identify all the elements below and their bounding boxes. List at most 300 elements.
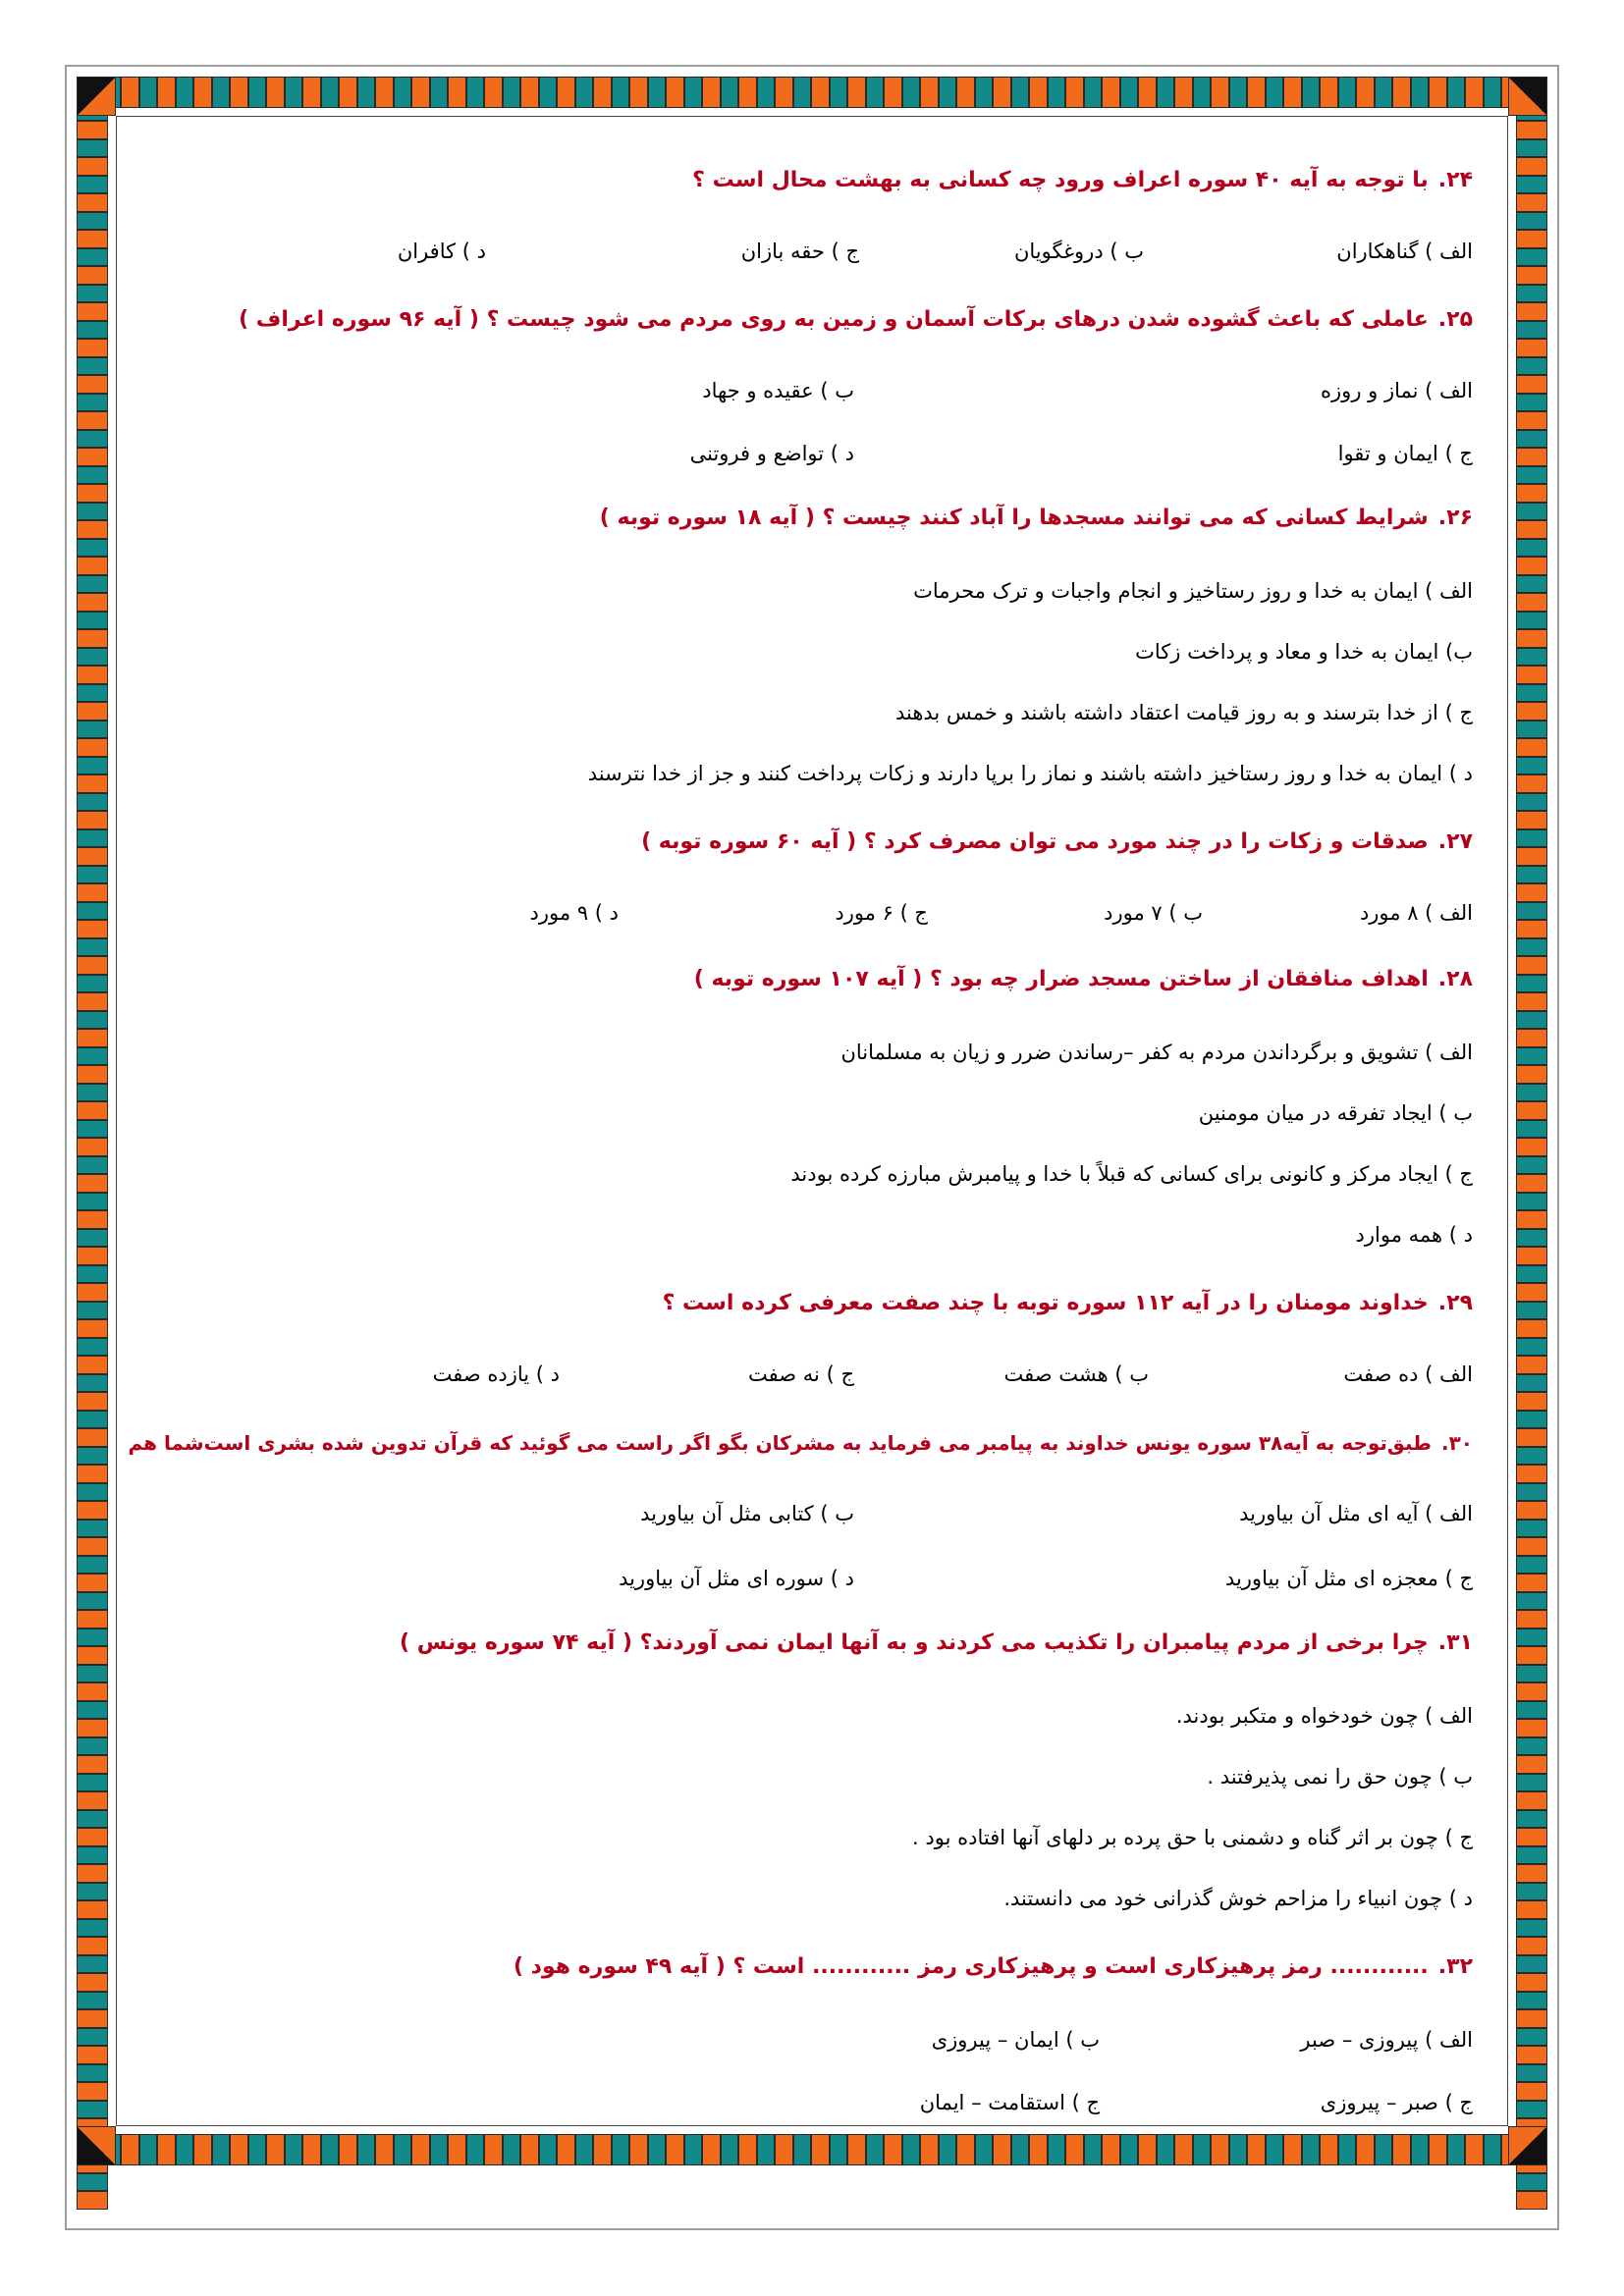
border-segment: [757, 2134, 776, 2165]
border-segment: [1516, 2173, 1547, 2192]
border-segment: [77, 1065, 108, 1084]
border-segment: [1447, 2134, 1466, 2165]
border-segment: [1516, 1319, 1547, 1338]
border-segment: [593, 2134, 612, 2165]
border-segment: [77, 1392, 108, 1411]
border-segment: [77, 1791, 108, 1810]
border-segment: [77, 1629, 108, 1647]
border-segment: [339, 2134, 357, 2165]
option[interactable]: ب) ایمان به خدا و معاد و پرداخت زکات: [1135, 640, 1473, 664]
border-segment: [1465, 2134, 1484, 2165]
border-segment: [394, 2134, 412, 2165]
question-block: [641, 827, 1473, 858]
border-segment: [993, 2134, 1011, 2165]
border-segment: [1516, 285, 1547, 303]
border-segment: [285, 77, 303, 108]
border-segment: [1516, 902, 1547, 921]
border-segment: [77, 1265, 108, 1284]
border-segment: [1516, 721, 1547, 739]
border-segment: [721, 77, 739, 108]
border-segment: [77, 1302, 108, 1320]
border-segment: [77, 339, 108, 357]
border-segment: [1516, 1101, 1547, 1120]
border-segment: [121, 2134, 139, 2165]
question-block: [663, 1288, 1473, 1319]
border-segment: [1429, 77, 1447, 108]
border-segment: [1516, 2064, 1547, 2083]
border-segment: [757, 77, 776, 108]
border-segment: [1320, 2134, 1338, 2165]
border-segment: [1516, 1846, 1547, 1865]
border-segment: [77, 266, 108, 285]
border-segment: [77, 1828, 108, 1846]
border-segment: [1065, 2134, 1084, 2165]
border-segment: [1157, 77, 1175, 108]
border-segment: [956, 77, 975, 108]
border-segment: [1516, 1592, 1547, 1611]
border-segment: [1516, 1428, 1547, 1447]
border-segment: [77, 2173, 108, 2192]
border-segment: [1484, 77, 1502, 108]
border-segment: [139, 2134, 158, 2165]
border-segment: [77, 1338, 108, 1357]
border-segment: [77, 1193, 108, 1211]
border-segment: [1102, 2134, 1120, 2165]
option[interactable]: الف ) نماز و روزه: [1321, 379, 1473, 402]
option[interactable]: الف ) پیروزی – صبر: [1300, 2028, 1473, 2052]
option[interactable]: ج ) چون بر اثر گناه و دشمنی با حق پرده بر دلهای آنها افتاده بود .: [912, 1826, 1473, 1849]
border-segment: [884, 77, 902, 108]
border-segment: [1516, 920, 1547, 938]
border-segment: [575, 77, 594, 108]
border-segment: [77, 1737, 108, 1756]
border-segment: [77, 466, 108, 485]
border-segment: [266, 77, 285, 108]
option[interactable]: د ) ۹ مورد: [529, 901, 619, 925]
option[interactable]: د ) کافران: [397, 240, 486, 263]
border-segment: [448, 2134, 466, 2165]
option[interactable]: الف ) گناهکاران: [1336, 240, 1473, 263]
option[interactable]: ج ) ۶ مورد: [835, 901, 928, 925]
border-segment: [1516, 1629, 1547, 1647]
option[interactable]: ج ) از خدا بترسند و به روز قیامت اعتقاد داشته باشند و خمس بدهند: [894, 701, 1473, 724]
border-segment: [1516, 1229, 1547, 1248]
border-segment: [1516, 1937, 1547, 1955]
border-segment: [230, 2134, 248, 2165]
corner-ornament: [1508, 2126, 1547, 2165]
option[interactable]: ب ) ۷ مورد: [1104, 901, 1203, 925]
border-segment: [830, 77, 848, 108]
border-segment: [248, 2134, 267, 2165]
border-segment: [811, 77, 830, 108]
border-segment: [157, 2134, 176, 2165]
option[interactable]: ج ) استقامت – ایمان: [919, 2091, 1100, 2114]
border-segment: [121, 77, 139, 108]
border-segment: [1516, 1520, 1547, 1538]
border-segment: [1375, 2134, 1393, 2165]
border-segment: [557, 2134, 575, 2165]
border-segment: [1356, 2134, 1375, 2165]
border-segment: [484, 2134, 503, 2165]
border-segment: [77, 1174, 108, 1193]
border-segment: [1516, 738, 1547, 757]
border-segment: [1516, 1537, 1547, 1556]
border-segment: [847, 77, 866, 108]
border-segment: [430, 2134, 449, 2165]
border-segment: [956, 2134, 975, 2165]
border-segment: [176, 77, 194, 108]
border-segment: [1338, 2134, 1357, 2165]
border-segment: [830, 2134, 848, 2165]
border-segment: [77, 1937, 108, 1955]
border-segment: [866, 2134, 885, 2165]
border-segment: [1084, 2134, 1103, 2165]
border-segment: [77, 575, 108, 594]
border-segment: [1029, 77, 1048, 108]
border-segment: [1516, 1610, 1547, 1629]
border-segment: [77, 648, 108, 667]
border-segment: [1465, 77, 1484, 108]
border-segment: [1516, 956, 1547, 975]
border-segment: [1516, 248, 1547, 267]
border-segment: [793, 77, 812, 108]
border-segment: [77, 1029, 108, 1047]
border-segment: [1516, 1156, 1547, 1175]
border-segment: [1516, 866, 1547, 884]
border-segment: [702, 2134, 721, 2165]
border-segment: [1516, 612, 1547, 630]
border-segment: [539, 77, 558, 108]
option[interactable]: ج ) ایجاد مرکز و کانونی برای کسانی که قبلاً با خدا و پیامبرش مبارزه کرده بودند: [790, 1162, 1473, 1186]
border-segment: [77, 2046, 108, 2064]
question-text: ۲۵.عاملی که باعث گشوده شدن درهای برکات آسمان و زمین به روی مردم می شود چیست ؟ ( آیه ۹۶ سوره اعراف ): [239, 307, 1473, 332]
border-segment: [1516, 1501, 1547, 1520]
border-segment: [77, 121, 108, 139]
border-segment: [557, 77, 575, 108]
border-segment: [77, 1210, 108, 1229]
border-segment: [77, 1047, 108, 1066]
border-segment: [77, 1955, 108, 1974]
question-text: ۲۸.اهداف منافقان از ساختن مسجد ضرار چه بود ؟ ( آیه ۱۰۷ سوره توبه ): [693, 967, 1473, 991]
border-segment: [302, 77, 321, 108]
border-segment: [77, 557, 108, 575]
border-segment: [1516, 1883, 1547, 1901]
border-segment: [648, 77, 667, 108]
border-segment: [77, 285, 108, 303]
border-segment: [375, 77, 394, 108]
border-segment: [77, 230, 108, 248]
border-segment: [1516, 1247, 1547, 1265]
border-segment: [77, 539, 108, 558]
border-segment: [1516, 1646, 1547, 1665]
border-segment: [1516, 1737, 1547, 1756]
border-segment: [738, 2134, 757, 2165]
option[interactable]: د ) ایمان به خدا و روز رستاخیز داشته باشند و نماز را برپا دارند و زکات پرداخت کنند و جز از خدا نترسند: [587, 762, 1473, 785]
border-segment: [1516, 1356, 1547, 1374]
border-segment: [1516, 2191, 1547, 2210]
border-segment: [77, 2064, 108, 2083]
border-segment: [1447, 77, 1466, 108]
border-segment: [1283, 77, 1302, 108]
border-segment: [1516, 1392, 1547, 1411]
question-text: ۳۰.طبق‌توجه به آیه۳۸ سوره یونس خداوند به پیامبر می فرماید به مشرکان بگو اگر راست می گوئید که قرآن تدوین شده بشری است‌شما هم: [128, 1431, 1473, 1455]
border-segment: [1516, 1011, 1547, 1030]
border-segment: [1229, 77, 1248, 108]
border-segment: [1516, 176, 1547, 194]
border-segment: [77, 1719, 108, 1737]
border-segment: [77, 1156, 108, 1175]
border-segment: [1516, 1682, 1547, 1701]
option[interactable]: ب ) ایجاد تفرقه در میان مومنین: [1198, 1101, 1473, 1125]
border-segment: [1516, 1338, 1547, 1357]
question-block: [128, 1427, 1473, 1459]
option[interactable]: الف ) ده صفت: [1343, 1362, 1473, 1386]
border-segment: [847, 2134, 866, 2165]
border-segment: [394, 77, 412, 108]
border-segment: [1516, 1302, 1547, 1320]
border-segment: [1516, 520, 1547, 539]
border-segment: [157, 77, 176, 108]
question-text: ۲۶.شرایط کسانی که می توانند مسجدها را آباد کنند چیست ؟ ( آیه ۱۸ سوره توبه ): [599, 506, 1473, 530]
border-segment: [1516, 774, 1547, 793]
border-segment: [1516, 1992, 1547, 2010]
border-segment: [77, 793, 108, 812]
border-segment: [77, 1919, 108, 1938]
border-segment: [339, 77, 357, 108]
border-segment: [684, 77, 703, 108]
border-segment: [1102, 77, 1120, 108]
border-segment: [1516, 1374, 1547, 1393]
border-segment: [77, 1520, 108, 1538]
border-segment: [77, 1610, 108, 1629]
border-segment: [1065, 77, 1084, 108]
border-segment: [77, 1411, 108, 1429]
border-segment: [77, 1592, 108, 1611]
border-segment: [77, 721, 108, 739]
border-segment: [230, 77, 248, 108]
border-segment: [1516, 448, 1547, 466]
border-segment: [77, 992, 108, 1011]
border-segment: [975, 77, 994, 108]
border-segment: [1392, 2134, 1411, 2165]
border-segment: [1516, 466, 1547, 485]
decorative-border-left: [77, 84, 108, 2211]
border-segment: [866, 77, 885, 108]
border-segment: [77, 702, 108, 721]
border-segment: [77, 357, 108, 376]
border-segment: [77, 375, 108, 394]
option[interactable]: ب ) کتابی مثل آن بیاورید: [640, 1502, 854, 1525]
border-segment: [939, 77, 957, 108]
border-segment: [1516, 1411, 1547, 1429]
border-segment: [1411, 77, 1430, 108]
border-segment: [77, 176, 108, 194]
border-segment: [1516, 1919, 1547, 1938]
border-segment: [77, 1646, 108, 1665]
question-block: [239, 304, 1473, 336]
border-segment: [411, 2134, 430, 2165]
border-segment: [285, 2134, 303, 2165]
border-segment: [1516, 666, 1547, 684]
border-segment: [1516, 503, 1547, 521]
border-segment: [1516, 1283, 1547, 1302]
border-segment: [1516, 2009, 1547, 2028]
border-segment: [77, 1537, 108, 1556]
border-segment: [1516, 394, 1547, 412]
border-segment: [77, 430, 108, 449]
border-segment: [1516, 2046, 1547, 2064]
border-segment: [77, 684, 108, 703]
border-segment: [1516, 1120, 1547, 1139]
border-segment: [993, 77, 1011, 108]
border-segment: [77, 2028, 108, 2047]
border-segment: [1516, 1174, 1547, 1193]
option[interactable]: د ) یازده صفت: [432, 1362, 560, 1386]
border-segment: [77, 774, 108, 793]
border-segment: [466, 77, 485, 108]
border-segment: [77, 1120, 108, 1139]
border-segment: [1516, 575, 1547, 594]
border-segment: [1516, 375, 1547, 394]
border-segment: [77, 411, 108, 430]
option[interactable]: د ) همه موارد: [1355, 1223, 1473, 1247]
corner-ornament: [1508, 77, 1547, 116]
border-segment: [77, 1501, 108, 1520]
border-segment: [666, 2134, 684, 2165]
border-segment: [920, 2134, 939, 2165]
border-segment: [77, 248, 108, 267]
border-segment: [1193, 77, 1212, 108]
border-segment: [212, 77, 231, 108]
border-segment: [1247, 77, 1266, 108]
border-segment: [1516, 1210, 1547, 1229]
option[interactable]: الف ) چون خودخواه و متکبر بودند.: [1175, 1704, 1473, 1728]
border-segment: [1516, 2028, 1547, 2047]
border-segment: [1516, 430, 1547, 449]
border-segment: [77, 847, 108, 866]
option[interactable]: ج ) معجزه ای مثل آن بیاورید: [1224, 1567, 1473, 1590]
border-segment: [1516, 648, 1547, 667]
option[interactable]: ج ) نه صفت: [748, 1362, 854, 1386]
border-segment: [1516, 1465, 1547, 1483]
border-segment: [1302, 77, 1321, 108]
border-segment: [248, 77, 267, 108]
border-segment: [1516, 1864, 1547, 1883]
border-segment: [77, 1428, 108, 1447]
option[interactable]: ب ) ایمان – پیروزی: [931, 2028, 1100, 2052]
border-segment: [1338, 77, 1357, 108]
border-segment: [193, 2134, 212, 2165]
border-segment: [1516, 938, 1547, 957]
border-segment: [77, 1374, 108, 1393]
border-segment: [1516, 2101, 1547, 2119]
option[interactable]: د ) چون انبیاء را مزاحم خوش گذرانی خود می دانستند.: [1003, 1887, 1473, 1910]
border-segment: [193, 77, 212, 108]
border-segment: [1084, 77, 1103, 108]
border-segment: [1138, 77, 1157, 108]
option[interactable]: د ) تواضع و فروتنی: [689, 442, 854, 465]
border-segment: [77, 1701, 108, 1720]
option[interactable]: د ) سوره ای مثل آن بیاورید: [619, 1567, 854, 1590]
border-segment: [357, 2134, 376, 2165]
border-segment: [1516, 321, 1547, 340]
border-segment: [1516, 593, 1547, 612]
option[interactable]: ب ) عقیده و جهاد: [702, 379, 854, 402]
border-segment: [1516, 557, 1547, 575]
border-segment: [77, 1447, 108, 1466]
border-segment: [684, 2134, 703, 2165]
border-segment: [77, 1665, 108, 1683]
option[interactable]: ج ) صبر – پیروزی: [1320, 2091, 1473, 2114]
option[interactable]: ب ) دروغگویان: [1013, 240, 1144, 263]
border-segment: [1429, 2134, 1447, 2165]
border-segment: [77, 593, 108, 612]
border-segment: [503, 77, 521, 108]
border-segment: [448, 77, 466, 108]
option[interactable]: الف ) تشویق و برگرداندن مردم به کفر –رساندن ضرر و زیان به مسلمانان: [840, 1041, 1473, 1064]
border-segment: [1516, 1556, 1547, 1575]
border-segment: [302, 2134, 321, 2165]
border-segment: [575, 2134, 594, 2165]
corner-ornament: [77, 2126, 116, 2165]
option[interactable]: ب ) چون حق را نمی پذیرفتند .: [1207, 1765, 1473, 1789]
border-segment: [1516, 302, 1547, 321]
border-segment: [77, 1682, 108, 1701]
option[interactable]: ج ) حقه بازان: [740, 240, 859, 263]
decorative-border-right: [1516, 84, 1547, 2211]
border-segment: [77, 1483, 108, 1502]
border-segment: [1011, 77, 1030, 108]
border-segment: [702, 77, 721, 108]
border-segment: [1516, 1755, 1547, 1774]
border-segment: [1211, 77, 1229, 108]
option[interactable]: ب ) هشت صفت: [1003, 1362, 1149, 1386]
border-segment: [77, 757, 108, 775]
border-segment: [539, 2134, 558, 2165]
border-segment: [1516, 1138, 1547, 1156]
border-segment: [1283, 2134, 1302, 2165]
border-segment: [77, 1755, 108, 1774]
border-segment: [1048, 77, 1066, 108]
border-segment: [1516, 484, 1547, 503]
option[interactable]: الف ) ایمان به خدا و روز رستاخیز و انجام واجبات و ترک محرمات: [913, 579, 1473, 603]
border-segment: [1211, 2134, 1229, 2165]
border-segment: [77, 1229, 108, 1248]
border-segment: [1516, 1701, 1547, 1720]
border-segment: [1516, 121, 1547, 139]
border-segment: [77, 2082, 108, 2101]
border-segment: [77, 2191, 108, 2210]
option[interactable]: الف ) آیه ای مثل آن بیاورید: [1239, 1502, 1473, 1525]
border-segment: [1029, 2134, 1048, 2165]
border-segment: [1193, 2134, 1212, 2165]
border-segment: [1011, 2134, 1030, 2165]
border-segment: [77, 302, 108, 321]
option[interactable]: الف ) ۸ مورد: [1359, 901, 1473, 925]
border-segment: [1048, 2134, 1066, 2165]
border-segment: [77, 1101, 108, 1120]
question-text: ۲۹.خداوند مومنان را در آیه ۱۱۲ سوره توبه با چند صفت معرفی کرده است ؟: [662, 1291, 1473, 1315]
option[interactable]: ج ) ایمان و تقوا: [1337, 442, 1473, 465]
question-block: [514, 1951, 1473, 1983]
border-segment: [1266, 2134, 1284, 2165]
border-segment: [1516, 992, 1547, 1011]
border-segment: [902, 2134, 921, 2165]
border-segment: [593, 77, 612, 108]
border-segment: [77, 1774, 108, 1792]
border-segment: [775, 77, 793, 108]
border-segment: [884, 2134, 902, 2165]
